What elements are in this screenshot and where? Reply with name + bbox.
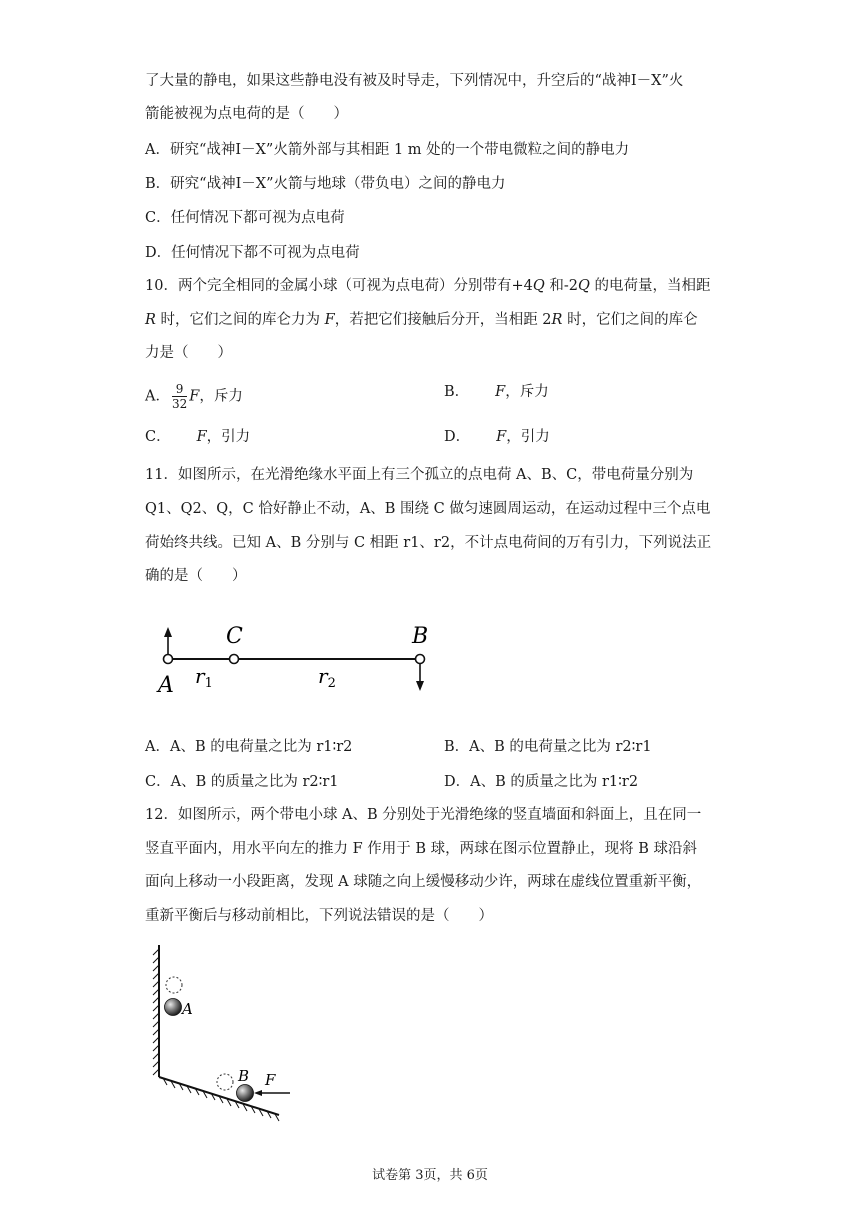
q9-line-2: 箭能被视为点电荷的是（ ） — [145, 106, 348, 122]
label-a: A — [182, 1000, 193, 1018]
label-r1: $r_1$ — [195, 664, 213, 691]
charge-b — [416, 655, 425, 664]
label-f: F — [265, 1071, 276, 1089]
q9-option-c: C．任何情况下都可视为点电荷 — [145, 210, 345, 226]
ball-a-new-position — [166, 977, 182, 993]
q11-line-3: 荷始终共线。已知 A、B 分别与 C 相距 r1、r2，不计点电荷间的万有引力，下列说法正 — [145, 535, 712, 551]
q12-figure — [145, 935, 305, 1130]
q9-line-1: 了大量的静电，如果这些静电没有被及时导走，下列情况中，升空后的“战神Ⅰ－X”火 — [145, 73, 684, 89]
q10-option-c: C． F，引力 — [145, 429, 251, 445]
arrow-head-down-icon — [416, 681, 424, 691]
label-c: C — [226, 624, 243, 649]
ball-a — [165, 999, 182, 1016]
q12-line-1: 12．如图所示，两个带电小球 A、B 分别处于光滑绝缘的竖直墙面和斜面上，且在同一 — [145, 807, 702, 823]
q10-option-b: B． F，斥力 — [444, 384, 549, 400]
ball-b-new-position — [217, 1074, 233, 1090]
label-b: B — [238, 1067, 250, 1085]
q11-line-1: 11．如图所示，在光滑绝缘水平面上有三个孤立的点电荷 A、B、C，带电荷量分别为 — [145, 467, 694, 483]
q11-option-b: B．A、B 的电荷量之比为 r2∶r1 — [444, 739, 652, 755]
charge-c — [230, 655, 239, 664]
page-footer: 试卷第 3页，共 6页 — [372, 1168, 488, 1183]
q12-line-4: 重新平衡后与移动前相比，下列说法错误的是（ ） — [145, 908, 493, 924]
arrow-head-up-icon — [164, 627, 172, 637]
q12-line-3: 面向上移动一小段距离，发现 A 球随之向上缓慢移动少许，两球在虚线位置重新平衡， — [145, 874, 702, 890]
incline-hatching — [163, 1078, 279, 1121]
q10-option-a: A． $\frac{9}{32}$ F，斥力 — [145, 382, 243, 411]
q11-line-4: 确的是（ ） — [145, 568, 247, 584]
label-b: B — [412, 624, 429, 649]
q11-line-2: Q1、Q2、Q，C 恰好静止不动，A、B 围绕 C 做匀速圆周运动，在运动过程中三个点电 — [145, 501, 711, 517]
q9-option-d: D．任何情况下都不可视为点电荷 — [145, 245, 360, 261]
q11-figure — [150, 615, 440, 700]
q9-option-a: A．研究“战神Ⅰ－X”火箭外部与其相距 1 m 处的一个带电微粒之间的静电力 — [145, 142, 630, 158]
q11-option-d: D．A、B 的质量之比为 r1∶r2 — [444, 774, 639, 790]
q11-option-c: C．A、B 的质量之比为 r2∶r1 — [145, 774, 339, 790]
charge-a — [164, 655, 173, 664]
q10-line-1: 10．两个完全相同的金属小球（可视为点电荷）分别带有+4Q 和-2Q 的电荷量，当相距 — [145, 278, 711, 294]
ball-b — [237, 1085, 254, 1102]
q10-line-2: R 时，它们之间的库仑力为 F，若把它们接触后分开，当相距 2R 时，它们之间的库仑 — [145, 312, 698, 328]
q9-option-b: B．研究“战神Ⅰ－X”火箭与地球（带负电）之间的静电力 — [145, 176, 506, 192]
label-r2: $r_2$ — [318, 664, 336, 691]
arrow-head-left-icon — [254, 1090, 262, 1096]
q12-line-2: 竖直平面内，用水平向左的推力 F 作用于 B 球，两球在图示位置静止，现将 B 球沿斜 — [145, 841, 698, 857]
label-a: A — [158, 673, 174, 698]
q10-line-3: 力是（ ） — [145, 345, 232, 361]
fraction: $\frac{9}{32}$ — [171, 382, 188, 411]
q10-option-d: D． F，引力 — [444, 429, 550, 445]
q11-option-a: A．A、B 的电荷量之比为 r1∶r2 — [145, 739, 353, 755]
